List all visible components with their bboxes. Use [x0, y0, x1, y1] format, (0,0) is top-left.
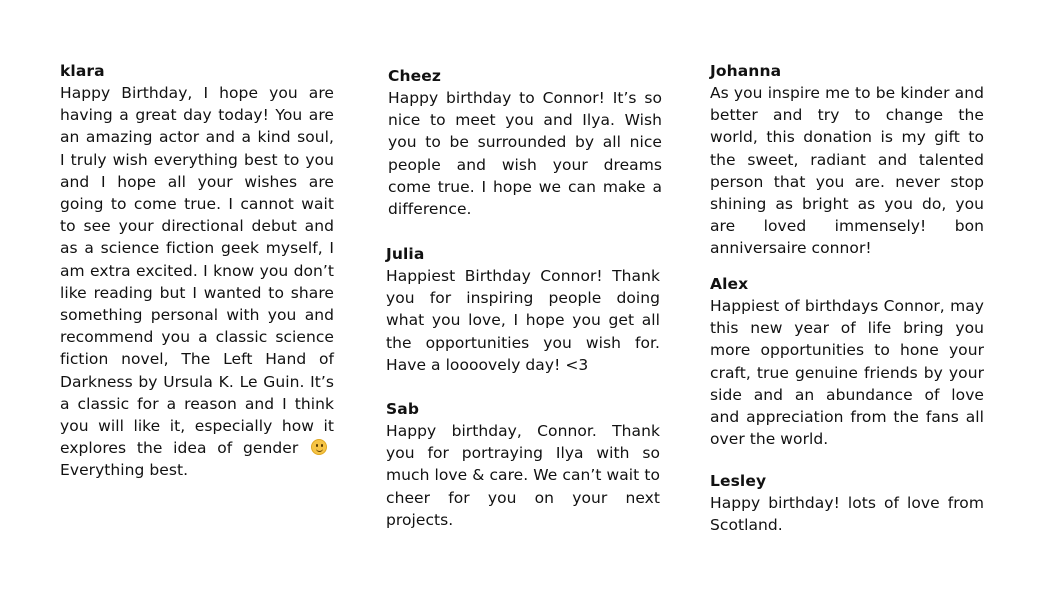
message-card-sab	[386, 398, 660, 531]
author-name: klara	[60, 62, 105, 80]
author-name: Sab	[386, 400, 420, 418]
slightly-smiling-face-icon	[311, 439, 327, 455]
message-text: Happy birthday to Connor! It’s so nice to meet you and Ilya. Wish you to be surrounded by all nice people and wish your dreams come true. I hope we can make a difference.	[388, 89, 662, 219]
message-text: As you inspire me to be kinder and better and try to change the world, this donation is my gift to the sweet, radiant and talented person that you are. never stop shining as bright as you do, you are loved immensely! bon anniversaire connor!	[710, 84, 984, 258]
message-card-johanna	[710, 60, 984, 260]
message-card-klara	[60, 60, 334, 482]
author-name: Johanna	[710, 62, 782, 80]
message-card-lesley	[710, 470, 984, 536]
message-card-alex	[710, 273, 984, 450]
author-name: Lesley	[710, 472, 767, 490]
message-card-cheez	[388, 65, 662, 220]
message-text: Happy birthday, Connor. Thank you for portraying Ilya with so much love & care. We can’t wait to cheer for you on your next projects.	[386, 422, 660, 529]
message-text	[60, 82, 334, 482]
message-text: Happiest of birthdays Connor, may this new year of life bring you more opportunities to hone your craft, true genuine friends by your side and an abundance of love and appreciation from the fans all over the world.	[710, 297, 984, 449]
author-name: Cheez	[388, 67, 441, 85]
message-text: Happy birthday! lots of love from Scotland.	[710, 494, 984, 535]
message-text: Happiest Birthday Connor! Thank you for inspiring people doing what you love, I hope you get all the opportunities you wish for. Have a loooovely day! <3	[386, 267, 660, 374]
message-text-part-2: Everything best.	[60, 461, 189, 480]
message-text-part-1: Happy Birthday, I hope you are having a great day today! You are an amazing actor and a kind soul, I truly wish everything best to you and I hope all your wishes are going to come true. I cannot wait to see your directional debut and as a science fiction geek myself, I am extra excited. I know you don’t like reading but I wanted to share something personal with you and recommend you a classic science fiction novel, The Left Hand of Darkness by Ursula K. Le Guin. It’s a classic for a reason and I think you will like it, especially how it explores the idea of gender	[60, 84, 334, 458]
author-name: Alex	[710, 275, 749, 293]
message-card-julia	[386, 243, 660, 376]
author-name: Julia	[386, 245, 425, 263]
